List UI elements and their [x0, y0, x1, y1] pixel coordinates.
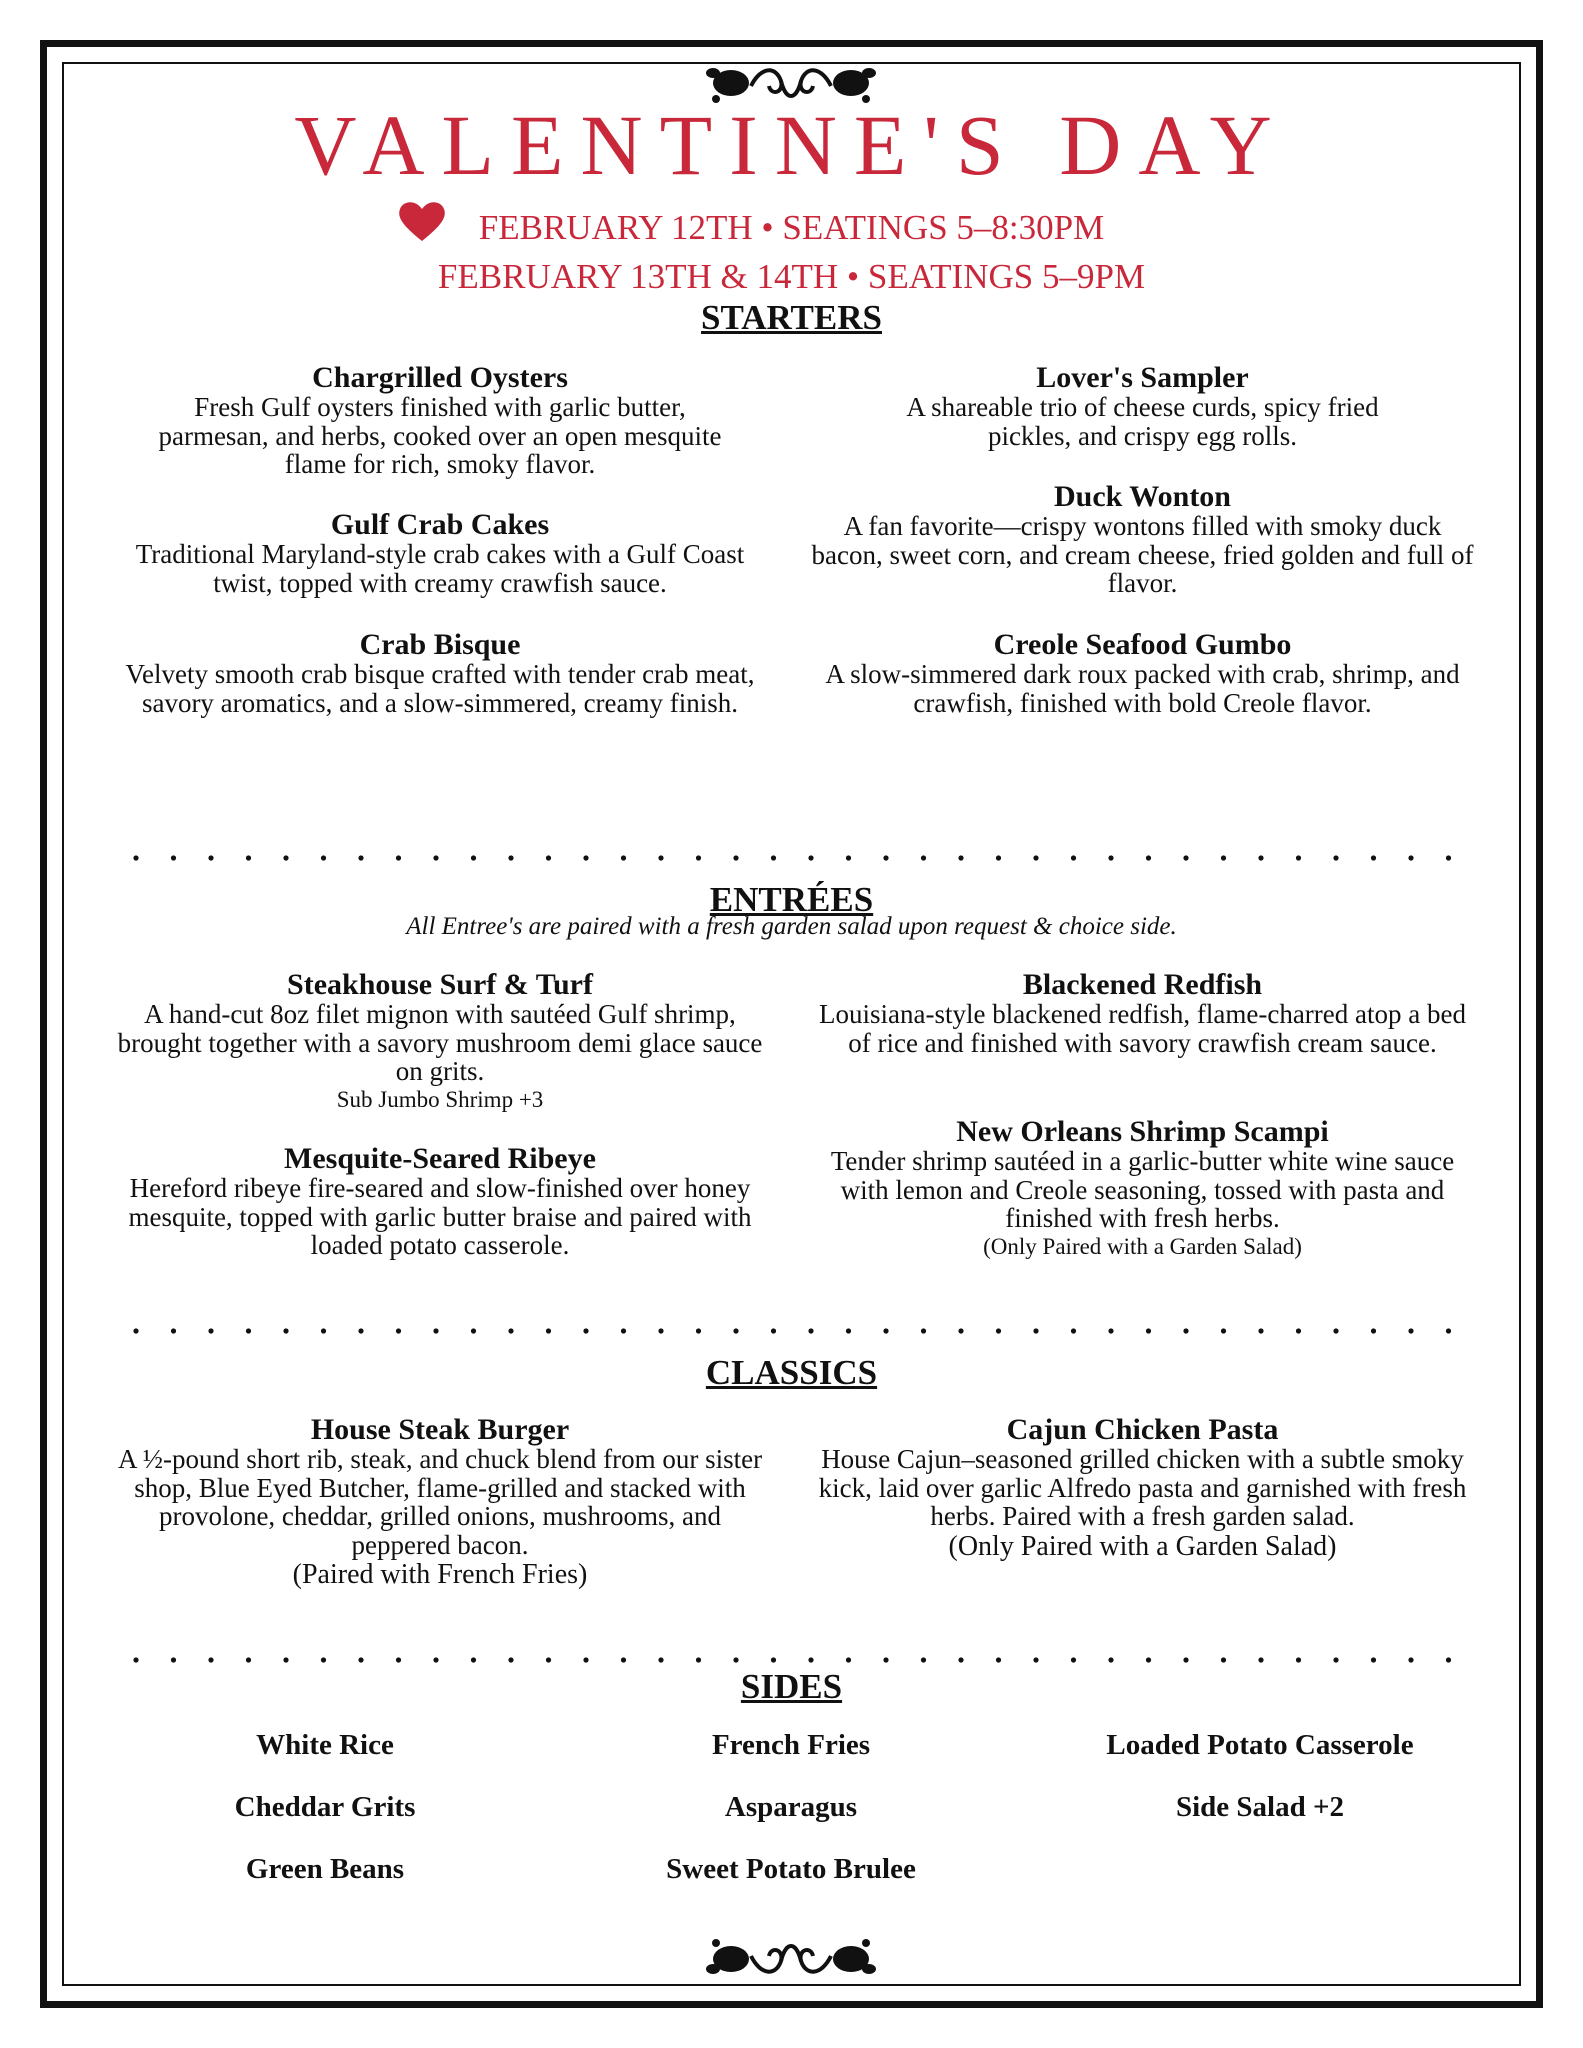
item-name: New Orleans Shrimp Scampi: [956, 1115, 1329, 1148]
item-name: Cajun Chicken Pasta: [1006, 1413, 1279, 1446]
item-note: Sub Jumbo Shrimp +3: [336, 1086, 544, 1112]
item-description: A ½-pound short rib, steak, and chuck blend from our sister shop, Blue Eyed Butcher, flame-grilled and stacked with provolone, cheddar, grilled onions, mushrooms, and peppered bacon.: [117, 1444, 763, 1560]
item-description: Hereford ribeye fire-seared and slow-finished over honey mesquite, topped with garlic butter braise and paired with loaded potato casserole.: [128, 1173, 752, 1260]
date-line-1: FEBRUARY 12TH • SEATINGS 5–8:30PM: [478, 208, 1105, 247]
menu-item: [110, 629, 770, 717]
item-note: (Only Paired with a Garden Salad): [983, 1233, 1302, 1259]
menu-item: [810, 481, 1475, 598]
menu-item: [810, 1414, 1475, 1563]
item-description: Velvety smooth crab bisque crafted with tender crab meat, savory aromatics, and a slow-simmered, creamy finish.: [125, 659, 755, 718]
side-item: Asparagus: [724, 1791, 858, 1823]
item-name: Chargrilled Oysters: [312, 361, 568, 394]
item-name: Blackened Redfish: [1022, 968, 1263, 1001]
menu-item: [810, 969, 1475, 1057]
item-name: Steakhouse Surf & Turf: [287, 968, 593, 1001]
item-name: Duck Wonton: [1053, 480, 1231, 513]
menu-item: [110, 1414, 770, 1591]
menu-item: [110, 509, 770, 597]
item-description: Louisiana-style blackened redfish, flame-charred atop a bed of rice and finished with savory crawfish cream sauce.: [819, 999, 1466, 1058]
item-name: Lover's Sampler: [1036, 361, 1249, 394]
page-title: VALENTINE'S DAY: [294, 97, 1289, 193]
starters-heading: STARTERS: [701, 298, 882, 337]
side-item: White Rice: [256, 1729, 394, 1761]
side-item: French Fries: [711, 1729, 871, 1761]
item-name: Gulf Crab Cakes: [330, 508, 550, 541]
entrees-note: All Entree's are paired with a fresh garden salad upon request & choice side.: [406, 913, 1177, 940]
dotted-divider: [130, 852, 1480, 864]
item-name: Crab Bisque: [359, 628, 521, 661]
item-name: Creole Seafood Gumbo: [993, 628, 1292, 661]
sides-heading: SIDES: [740, 1667, 843, 1706]
item-description: A hand-cut 8oz filet mignon with sautéed Gulf shrimp, brought together with a savory mushroom demi glace sauce on grits.: [117, 999, 763, 1086]
dotted-divider: [130, 1325, 1480, 1337]
item-description: A shareable trio of cheese curds, spicy fried pickles, and crispy egg rolls.: [906, 392, 1379, 451]
item-note: (Paired with French Fries): [292, 1559, 588, 1590]
item-description: Traditional Maryland-style crab cakes with a Gulf Coast twist, topped with creamy crawfish sauce.: [135, 539, 745, 598]
menu-item: [110, 1143, 770, 1260]
flourish-ornament-icon: [691, 1931, 891, 1981]
item-name: Mesquite-Seared Ribeye: [284, 1142, 596, 1175]
dotted-divider: [130, 1654, 1480, 1666]
side-item: Sweet Potato Brulee: [666, 1853, 916, 1885]
side-item: Green Beans: [245, 1853, 405, 1885]
item-description: Tender shrimp sautéed in a garlic-butter white wine sauce with lemon and Creole seasoning, tossed with pasta and finished with fresh herbs.: [830, 1146, 1455, 1233]
item-description: A fan favorite—crispy wontons filled with smoky duck bacon, sweet corn, and cream cheese, fried golden and full of flavor.: [811, 511, 1474, 598]
menu-item: [810, 362, 1475, 450]
item-description: A slow-simmered dark roux packed with crab, shrimp, and crawfish, finished with bold Creole flavor.: [825, 659, 1460, 718]
entrees-heading: ENTRÉES: [709, 880, 874, 919]
menu-item: [110, 362, 770, 479]
menu-item: [110, 969, 770, 1114]
side-item: Cheddar Grits: [234, 1791, 416, 1823]
menu-item: [810, 1116, 1475, 1261]
item-description: Fresh Gulf oysters finished with garlic butter, parmesan, and herbs, cooked over an open mesquite flame for rich, smoky flavor.: [158, 392, 722, 479]
side-item: Loaded Potato Casserole: [1106, 1729, 1414, 1761]
side-item: Side Salad +2: [1175, 1791, 1345, 1823]
menu-item: [810, 629, 1475, 717]
item-description: House Cajun–seasoned grilled chicken with a subtle smoky kick, laid over garlic Alfredo pasta and garnished with fresh herbs. Paired with a fresh garden salad.: [818, 1444, 1467, 1531]
date-line-2: FEBRUARY 13TH & 14TH • SEATINGS 5–9PM: [437, 257, 1146, 296]
item-name: House Steak Burger: [310, 1413, 570, 1446]
item-note: (Only Paired with a Garden Salad): [948, 1530, 1337, 1562]
classics-heading: CLASSICS: [705, 1353, 878, 1392]
